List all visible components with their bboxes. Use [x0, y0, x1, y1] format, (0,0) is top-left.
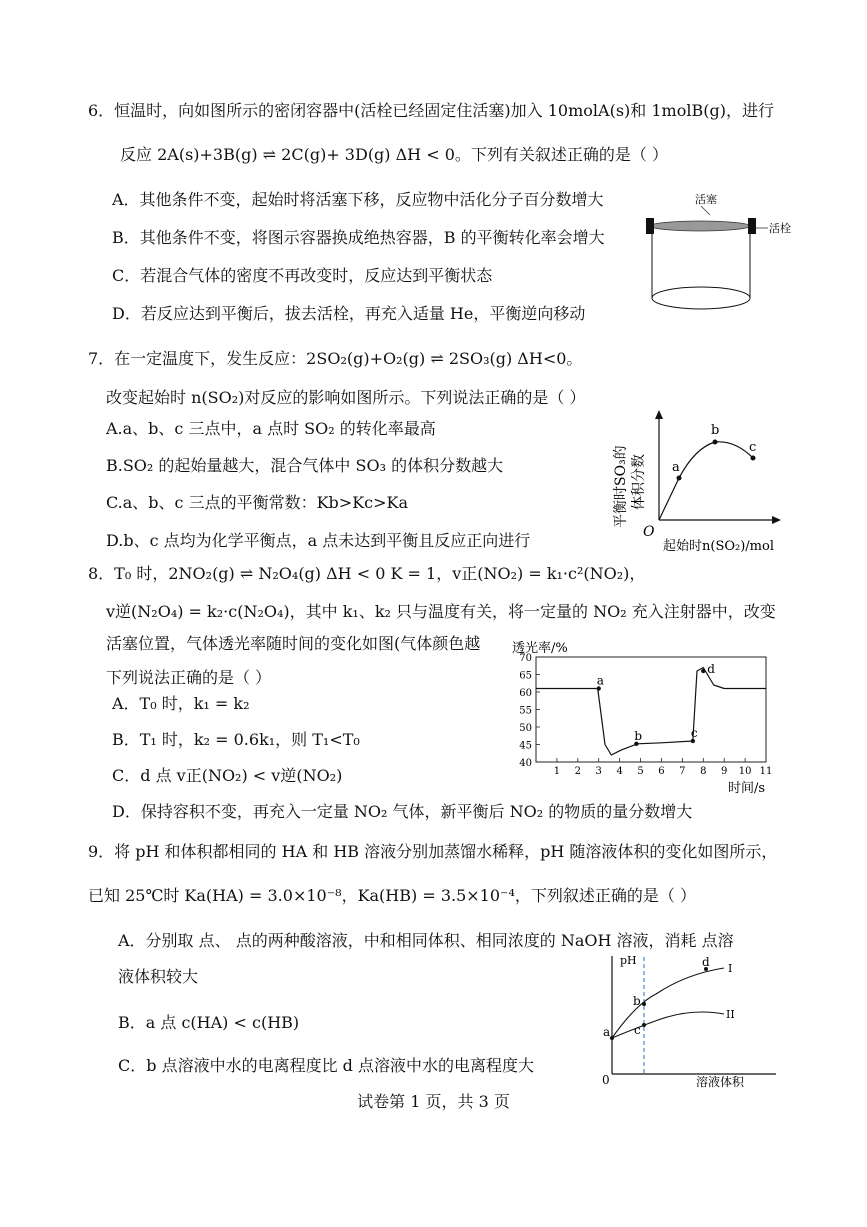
q8-stem-line1: 8．T₀ 时，2NO₂(g) ⇌ N₂O₄(g) ΔH < 0 K = 1，v正(NO₂) = k₁·c²(NO₂)， — [88, 564, 646, 583]
right-plug — [748, 218, 756, 234]
q9-curve-2-label: II — [726, 1008, 735, 1021]
q8-x-tick-label: 10 — [738, 766, 752, 777]
q8-point-label-b: b — [634, 728, 643, 743]
q7-option-b: B.SO₂ 的起始量越大，混合气体中 SO₃ 的体积分数越大 — [106, 456, 504, 475]
q8-x-tick-label: 5 — [637, 766, 644, 777]
container-bottom — [652, 287, 750, 309]
q6-option-c: C．若混合气体的密度不再改变时，反应达到平衡状态 — [112, 266, 493, 285]
q7-point-a — [677, 476, 682, 481]
q8-option-a: A．T₀ 时，k₁ = k₂ — [112, 694, 250, 713]
q8-y-tick-label: 60 — [519, 688, 532, 699]
q8-stem-line4: 下列说法正确的是（ ） — [106, 668, 272, 687]
q9-curve-1 — [612, 968, 724, 1038]
q9-point-b — [642, 1002, 646, 1006]
q9-point-c — [642, 1023, 646, 1027]
q7-origin: O — [643, 524, 655, 540]
q7-label-b: b — [711, 423, 720, 438]
q8-point-label-d: d — [707, 662, 715, 676]
q8-point-d — [701, 669, 705, 673]
piston — [650, 221, 750, 231]
q7-option-a: A.a、b、c 三点中，a 点时 SO₂ 的转化率最高 — [106, 419, 436, 438]
q6-option-b: B．其他条件不变，将图示容器换成绝热容器，B 的平衡转化率会增大 — [112, 228, 605, 247]
q9-option-a-line1: A．分别取 点、 点的两种酸溶液，中和相同体积、相同浓度的 NaOH 溶液，消耗 点溶 — [118, 931, 734, 950]
q6-option-a: A．其他条件不变，起始时将活塞下移，反应物中活化分子百分数增大 — [112, 190, 604, 209]
q8-ylabel: 透光率/% — [512, 641, 568, 656]
q7-ylabel-2: 体积分数 — [631, 454, 647, 510]
q9-curve-1-label: I — [728, 962, 733, 975]
left-plug — [646, 218, 654, 234]
q9-label-c: c — [634, 1023, 641, 1037]
q9-option-c: C．b 点溶液中水的电离程度比 d 点溶液中水的电离程度大 — [118, 1056, 534, 1075]
q9-chart — [596, 952, 786, 1090]
q7-ylabel-1: 平衡时SO₃的 — [613, 445, 629, 528]
q8-series-line — [536, 668, 766, 756]
q6-option-d: D．若反应达到平衡后，拔去活栓，再充入适量 He，平衡逆向移动 — [112, 304, 586, 323]
q8-plot-frame — [536, 657, 766, 762]
q8-y-tick-label: 70 — [519, 653, 532, 664]
piston-pointer — [701, 206, 710, 215]
q7-point-c — [751, 456, 756, 461]
q7-curve — [659, 442, 753, 520]
q7-option-c: C.a、b、c 三点的平衡常数：Kb>Kc>Ka — [106, 493, 409, 512]
q9-option-a-line2: 液体积较大 — [118, 967, 199, 986]
q8-x-tick-label: 3 — [595, 766, 602, 777]
q8-x-tick-label: 2 — [574, 766, 582, 777]
q9-label-b: b — [633, 994, 641, 1008]
q7-y-arrow — [655, 410, 663, 419]
q7-chart — [613, 410, 788, 555]
q8-x-tick-label: 9 — [720, 766, 728, 777]
q9-stem-line1: 9．将 pH 和体积都相同的 HA 和 HB 溶液分别加蒸馏水稀释，pH 随溶液体积的变化如图所示， — [88, 842, 778, 861]
q8-y-tick-label: 45 — [519, 740, 532, 752]
q8-x-tick-label: 7 — [679, 766, 686, 777]
q9-option-b: B．a 点 c(HA) < c(HB) — [118, 1013, 300, 1032]
q9-ylabel: pH — [620, 954, 637, 967]
q9-stem-line2: 已知 25℃时 Ka(HA) = 3.0×10⁻⁸，Ka(HB) = 3.5×10⁻⁴，下列叙述正确的是（ ） — [88, 886, 696, 905]
q8-point-label-a: a — [596, 673, 604, 688]
q8-xlabel: 时间/s — [728, 781, 766, 796]
q8-x-tick-label: 6 — [658, 766, 665, 777]
plug-label: 活栓 — [769, 222, 791, 235]
q8-chart — [498, 632, 788, 797]
q8-y-tick-label: 50 — [519, 723, 532, 734]
q8-option-c: C．d 点 v正(NO₂) < v逆(NO₂) — [112, 766, 343, 785]
q9-label-d: d — [702, 955, 710, 969]
q8-option-b: B．T₁ 时，k₂ = 0.6k₁，则 T₁<T₀ — [112, 730, 360, 749]
q8-option-d: D．保持容积不变，再充入一定量 NO₂ 气体，新平衡后 NO₂ 的物质的量分数增大 — [112, 802, 693, 821]
piston-label: 活塞 — [695, 193, 717, 206]
q8-stem-line3: 活塞位置，气体透光率随时间的变化如图(气体颜色越 — [106, 634, 481, 653]
q8-x-tick-label: 4 — [616, 766, 623, 777]
q7-stem-line1: 7．在一定温度下，发生反应：2SO₂(g)+O₂(g) ⇌ 2SO₃(g) ΔH<0。 — [88, 349, 583, 368]
q7-x-arrow — [772, 516, 781, 524]
q8-y-tick-label: 55 — [519, 705, 532, 717]
q7-stem-line2: 改变起始时 n(SO₂)对反应的影响如图所示。下列说法正确的是（ ） — [106, 388, 586, 407]
q8-x-tick-label: 11 — [759, 766, 773, 777]
q8-y-tick-label: 65 — [519, 670, 532, 682]
q7-xlabel: 起始时n(SO₂)/mol — [663, 539, 774, 554]
q8-y-tick-label: 40 — [519, 758, 532, 769]
q6-stem-line1: 6．恒温时，向如图所示的密闭容器中(活栓已经固定住活塞)加入 10molA(s)和 1molB(g)，进行 — [88, 101, 774, 120]
q7-point-b — [713, 440, 718, 445]
q7-label-c: c — [749, 440, 757, 455]
q8-x-tick-label: 1 — [553, 766, 561, 777]
q9-label-a: a — [603, 1025, 611, 1039]
q8-point-label-c: c — [690, 726, 698, 740]
q6-stem-line2: 反应 2A(s)+3B(g) ⇌ 2C(g)+ 3D(g) ΔH < 0。下列有关叙述正确的是（ ） — [120, 145, 668, 164]
q7-label-a: a — [672, 460, 680, 475]
q9-origin: 0 — [602, 1073, 610, 1087]
q9-point-a — [610, 1036, 614, 1040]
q8-x-tick-label: 8 — [700, 766, 707, 777]
page-footer: 试卷第 1 页，共 3 页 — [357, 1092, 510, 1111]
q8-stem-line2: v逆(N₂O₄) = k₂·c(N₂O₄)，其中 k₁、k₂ 只与温度有关，将一定量的 NO₂ 充入注射器中，改变 — [106, 602, 776, 621]
q7-option-d: D.b、c 点均为化学平衡点，a 点未达到平衡且反应正向进行 — [106, 531, 531, 550]
q9-xlabel: 溶液体积 — [696, 1075, 745, 1089]
container-figure — [638, 188, 808, 318]
